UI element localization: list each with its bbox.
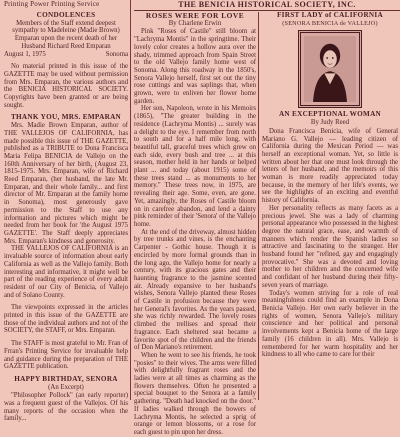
roses-paragraph-4: When he went to see his friends, he took "posies" to their wives. The arms were filled with delightfully fragrant roses and the ladies were at all times as charming as the flowers themselves. Often he presented a special bouquet to the Senora at a family gathering. "Death had knocked on the door." If ladies walked through the bowers of Lachryma Montis, he selected a sprig of orange or lemon blossoms, or a rose for each guest to pin upon her dress. [134,351,256,436]
portrait-subtitle: (SENORA BENICIA de VALLEJO) [282,19,378,27]
thanks-paragraph-2: THE VALLEJOS OF CALIFORNIA is an invaluable source of information about early California as well as the Vallejo family. Both interesting and informative, it might well be part of the reading experience of every adult resident of our City of Benicia, of Vallejo and of Solano County. [4,245,128,299]
exceptional-paragraph-1: Dona Francisca Benicia, wife of General Mariano G. Vallejo — leading citizen of California during the Mexican Period — was herself an exceptional woman. Yet, so little is written about her that one must look through the letters of her husband, and the memoirs of this woman is more readily appreciated today because, in the memory of her life's events, we see the highlights of an exciting and eventful history of California. [262,127,398,205]
thanks-paragraph-1: Mrs. Madie Brown Emparan, author of THE VALLEJOS OF CALIFORNIA, has made possible this issue of THE GAZETTE, published as a TRIBUTE to Dona Francisca Maria Felipa BENICIA de Vallejo on the 160th Anniversary of her birth, (August 23, 1815-1975. Mrs. Emparan, wife of Richard Reed Emparan, (her husband, the late Mr. Emparan, and their whole family... and first director of Mr. Emparan at the family home in Sonoma), most generously gave permission to the Staff to use any information and pictures which might be needed from her book for 'the August 1975 GAZETTE'. The Staff deeply appreciates Mrs. Emparan's kindness and generosity. [4,122,128,245]
roses-paragraph-3: At the end of the driveway, almost hidden by tree trunks and vines, is the enchanting Carpenter - Gothic house. Though it is encircled by more formal grounds than in the long ago, the Vallejo home for nearly a century, with its gracious gates and their haunting fragrance to the jasmine scented air. Already expansive to her husband's wishes, Senora Vallejo planted these Roses of Castile in profusion because they were her General's favorites. As the years passed, she was richly rewarded. The lovely roses climbed the trellises and spread their fragrance. Each sheltered seat became a favorite spot of the children and the friends of Don Mariano's retirement. [134,228,256,352]
portrait-image [298,30,362,108]
roses-byline: By Charlene Erwin [168,19,222,27]
portrait-figure [304,36,356,102]
condolences-date: August 1, 1975 [4,50,46,58]
masthead-fragment: Printing Power Printing Service [4,0,100,8]
roses-paragraph-2: Her son, Napoleon, wrote in his Memoirs (1865), "The greater building in the residence (Lachryma Montis) ... surely was a delight to the eye. I remember from north to south and for a half mile long, with beautiful tall, graceful trees which grew on each side, every bush and tree ... at this season, mother held in her hands or helped plant ... and today (about 1915) some of these trees stand ... as monuments to her memory." These trees now, in 1975, are revealing their age. Some, even, are gone. Yet, amazingly, the Roses of Castile bloom on in carefree abandon, and lend a dainty pink reminder of their 'Senora' of the Vallejo home. [134,105,256,228]
column-left [4,11,128,423]
roses-paragraph-1: Pink "Roses of Castile" still bloom at "Lachryma Montis" in the springtime. Their lovely color creates a hollow aura over the shady, trimmed approach from Spain Street to the old Vallejo family home west of Sonoma. Along this roadway in the 1850's, Senora Vallejo herself, first set out the tiny rose cuttings and was saplings that, when grown, were to enliven her flower home garden. [134,28,256,105]
column-center [134,11,256,436]
viewpoint-text: The viewpoints expressed in the articles printed in this issue of the GAZETTE are those of the individual authors and not of the SOCIETY, the STAFF, or Mrs. Emparan. [4,304,128,335]
condolences-heading: CONDOLENCES [36,11,96,19]
birthday-byline: (An Excerpt) [48,383,84,391]
birthday-heading: HAPPY BIRTHDAY, SENORA [14,374,118,383]
birthday-text: "Philosopher Pollock" (an early reporter) was a frequent guest of the Vallejos. Of his many reports of the occasion when the family... [4,392,128,423]
staff-text: The STAFF is most grateful to Mr. Fran of Frran's Printing Service for invaluable help and guidance during the preparation of THE GAZETTE publication. [4,340,128,371]
column-divider-right [258,12,259,400]
exceptional-paragraph-2: Her personality reflects as many facets as a precious jewel. She was a lady of charming personal appearance who possessed in the highest degree the natural grace, ease, and warmth of manners which render the Spanish ladies so attractive and fascinating to the stranger. Her husband found her "refined, gay and engagingly provocative." She was a devoted and loving mother to her children and the concerned wife and confidant of her husband during their fifty-seven years of marriage. [262,204,398,289]
masthead: THE BENICIA HISTORICAL SOCIETY, INC. [178,0,356,9]
exceptional-heading: AN EXCEPTIONAL WOMAN [278,110,382,119]
condolences-footer [4,51,128,59]
column-right [262,12,398,400]
column-divider-left [130,0,131,400]
condolences-sign: Sonoma [105,50,128,58]
notice-text: No material printed in this issue of the GAZETTE may be used without permission from Mrs. Emparan, the various authors and the BENICIA HISTORICAL SOCIETY. Copyrights have been granted or are being sought. [4,63,128,109]
roses-heading: ROSES WERE FOR LOVE [145,11,245,20]
exceptional-byline: By Judy Reed [310,119,350,127]
thanks-heading: THANK YOU, MRS. EMPARAN [10,113,122,122]
exceptional-paragraph-3: Today's women striving for a role of real meaningfulness could find an example in Dona Benicia Vallejo. Her own early believer in the rights of women, Senora Vallejo's military conscience and her political and personal involvements kept a Benicia home of the large family (16 children in all). Mrs. Vallejo is remembered for her warm hospitality and her kindness to all who came to care for their [262,289,398,359]
portrait-title: FIRST LADY of CALIFORNIA [276,11,384,19]
condolences-text: Members of the Staff extend deepest sympathy to Madeleine (Madie Brown) Emparan upon the recent death of her Husband Richard Reed Emparan [12,19,120,50]
